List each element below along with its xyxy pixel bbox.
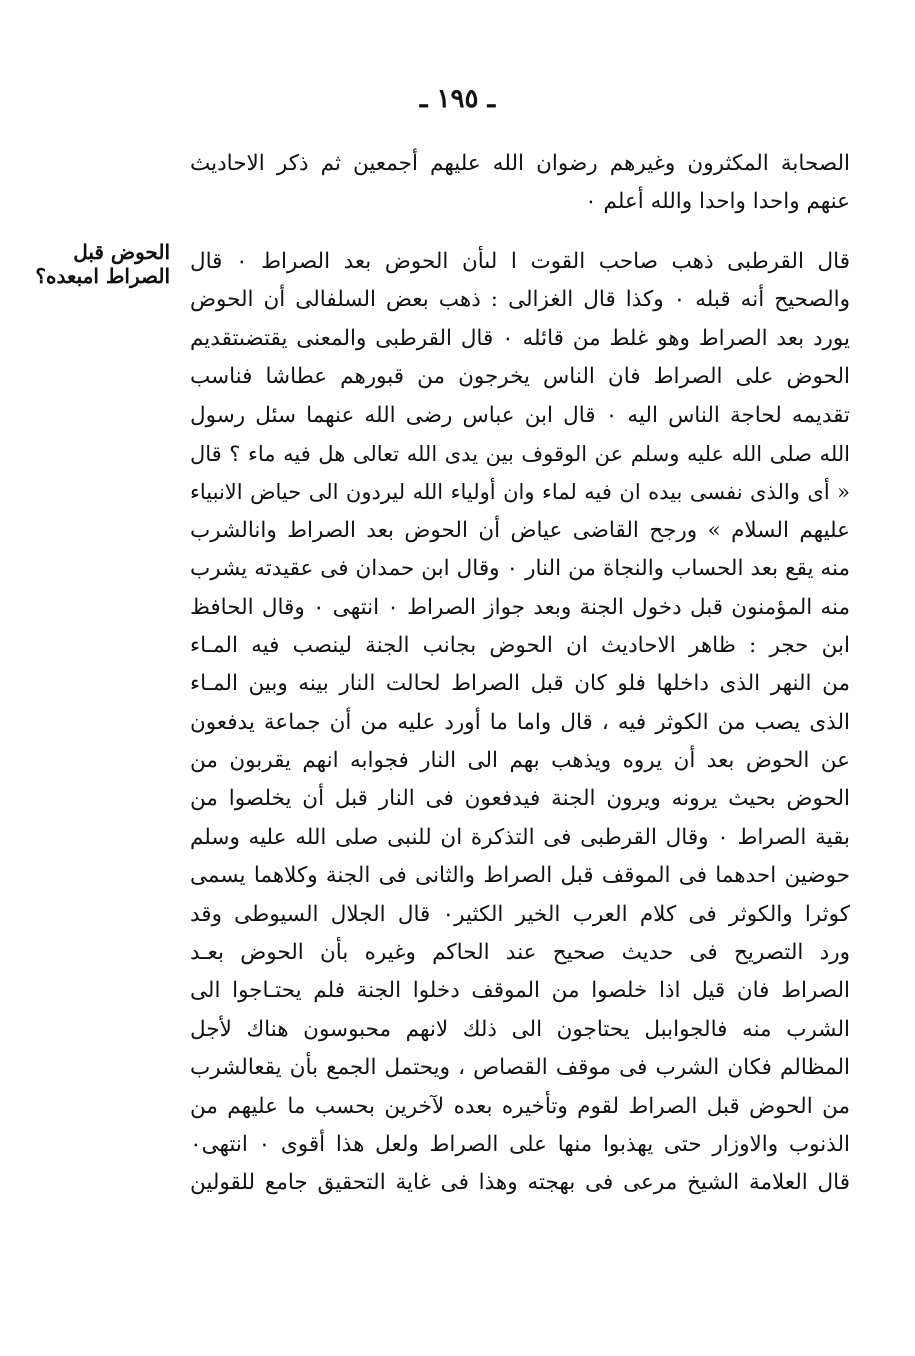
text-line: الحوض على الصراط فان الناس يخرجون من قبورهم عطاشا فناسب xyxy=(190,364,850,390)
page-number: ـ ١٩٥ ـ xyxy=(419,84,496,114)
text-line: ورد التصريح فى حديث صحيح عند الحاكم وغيره بأن الحوض بعـد xyxy=(190,940,850,966)
text-line: من النهر الذى داخلها فلو كان قبل الصراط لحالت النار بينه وبين المـاء xyxy=(190,671,850,697)
text-line: من الحوض قبل الصراط لقوم وتأخيره بعده لآخرين بحسب ما عليهم من xyxy=(190,1093,850,1119)
text-line: عن الحوض بعد أن يروه ويذهب بهم الى النار فجوابه انهم يقربون من xyxy=(190,748,850,774)
margin-heading-line: الحوض قبل xyxy=(73,240,170,264)
text-line: الشرب منه فالجواببل يحتاجون الى ذلك لانهم محبوسون هناك لأجل xyxy=(190,1016,850,1042)
main-paragraph xyxy=(190,243,850,1203)
text-line: الصراط فان قيل اذا خلصوا من الموقف دخلوا الجنة فلم يحتـاجوا الى xyxy=(190,978,850,1004)
text-line: الله صلى الله عليه وسلم عن الوقوف بين يدى الله تعالى هل فيه ماء ؟ قال xyxy=(190,441,850,466)
text-line: منه يقع بعد الحساب والنجاة من النار ٠ وقال ابن حمدان فى عقيدته يشرب xyxy=(190,556,850,582)
text-line: بقية الصراط ٠ وقال القرطبى فى التذكرة ان للنبى صلى الله عليه وسلم xyxy=(190,824,850,850)
text-line: الحوض بحيث يرونه ويرون الجنة فيدفعون فى النار قبل أن يخلصوا من xyxy=(190,786,850,812)
text-line: يورد بعد الصراط وهو غلط من قائله ٠ قال القرطبى والمعنى يقتضىتقديم xyxy=(190,325,850,351)
text-line: الذنوب والاوزار حتى يهذبوا منها على الصراط ولعل هذا أقوى ٠ انتهى٠ xyxy=(190,1131,850,1157)
text-line: الذى يصب من الكوثر فيه ، قال واما ما أورد عليه من أن جماعة يدفعون xyxy=(190,709,850,735)
text-line: كوثرا والكوثر فى كلام العرب الخير الكثير٠ قال الجلال السيوطى وقد xyxy=(190,901,850,927)
text-line: ابن حجر : ظاهر الاحاديث ان الحوض بجانب الجنة لينصب فيه المـاء xyxy=(190,632,850,658)
text-line: قال العلامة الشيخ مرعى فى بهجته وهذا فى غاية التحقيق جامع للقولين xyxy=(190,1170,850,1196)
text-line: المظالم فكان الشرب فى موقف القصاص ، ويحتمل الجمع بأن يقعالشرب xyxy=(190,1055,850,1081)
text-line: تقديمه لحاجة الناس اليه ٠ قال ابن عباس رضى الله عنهما سئل رسول xyxy=(190,402,850,428)
margin-heading-line: الصراط امبعده؟ xyxy=(35,264,170,288)
text-line: « أى والذى نفسى بيده ان فيه لماء وان أولياء الله ليردون الى حياض الانبياء xyxy=(190,480,850,505)
text-line: قال القرطبى ذهب صاحب القوت ا لىأن الحوض بعد الصراط ٠ قال xyxy=(190,249,850,274)
margin-heading xyxy=(22,240,170,288)
text-line: والصحيح أنه قبله ٠ وكذا قال الغزالى : ذهب بعض السلفالى أن الحوض xyxy=(190,287,850,313)
text-line: منه المؤمنون قبل دخول الجنة وبعد جواز الصراط ٠ انتهى ٠ وقال الحافظ xyxy=(190,594,850,620)
text-line: عليهم السلام » ورجح القاضى عياض أن الحوض بعد الصراط وانالشرب xyxy=(190,517,850,543)
text-line: عنهم واحدا واحدا والله أعلم ٠ xyxy=(585,189,850,215)
intro-paragraph xyxy=(190,145,850,222)
text-line: حوضين احدهما فى الموقف قبل الصراط والثانى فى الجنة وكلاهما يسمى xyxy=(190,863,850,889)
text-line: الصحابة المكثرون وغيرهم رضوان الله عليهم أجمعين ثم ذكر الاحاديث xyxy=(190,151,850,176)
